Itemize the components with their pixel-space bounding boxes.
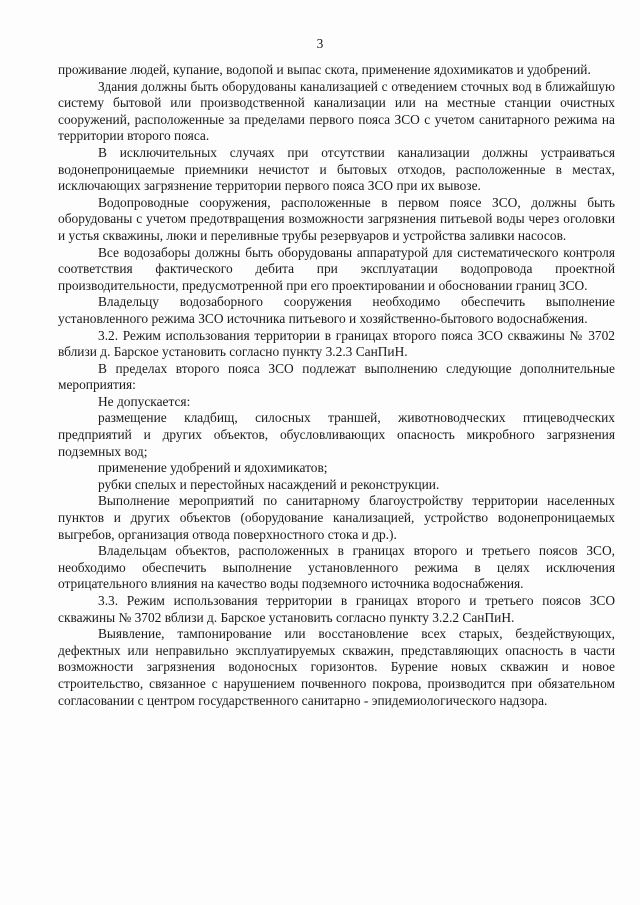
list-item-cemeteries: размещение кладбищ, силосных траншей, животноводческих птицеводческих предприятий и других объектов, обусловливающих опасность микробного загрязнения подземных вод; [58, 410, 615, 459]
page-number: 3 [316, 36, 324, 51]
paragraph-sanitary-improvement: Выполнение мероприятий по санитарному благоустройству территории населенных пунктов и других объектов (оборудование канализацией, устройство водонепроницаемых выгребов, организация отвода поверхностного стока и др.). [58, 493, 615, 542]
paragraph-water-intakes: Все водозаборы должны быть оборудованы аппаратурой для систематического контроля соответствия фактического дебита при эксплуатации водопровода проектной производительности, предусмотренной при его проектировании и обосновании границ ЗСО. [58, 244, 615, 293]
document-body [58, 62, 615, 709]
paragraph-owner-obligation: Владельцу водозаборного сооружения необходимо обеспечить выполнение установленного режима ЗСО источника питьевого и хозяйственно-бытового водоснабжения. [58, 294, 615, 326]
paragraph-section-3-2: 3.2. Режим использования территории в границах второго пояса ЗСО скважины № 3702 вблизи д. Барское установить согласно пункту 3.2.3 СанПиН. [58, 327, 615, 360]
paragraph-wells-identification: Выявление, тампонирование или восстановление всех старых, бездействующих, дефектных или неправильно эксплуатируемых скважин, представляющих опасность в части возможности загрязнения водоносных горизонтов. Бурение новых скважин и новое строительство, связанное с нарушением почвенного покрова, производится при обязательном согласовании с центром государственного санитарно - эпидемиологического надзора. [58, 626, 615, 708]
paragraph-exceptional-cases: В исключительных случаях при отсутствии канализации должны устраиваться водонепроницаемые приемники нечистот и бытовых отходов, расположенные в местах, исключающих загрязнение территории первого пояса ЗСО при их вывозе. [58, 144, 615, 194]
list-item-fertilizers: применение удобрений и ядохимикатов; [98, 460, 328, 476]
paragraph-not-allowed: Не допускается: [98, 393, 191, 409]
paragraph-additional-measures: В пределах второго пояса ЗСО подлежат выполнению следующие дополнительные мероприятия: [58, 360, 615, 393]
paragraph-object-owners: Владельцам объектов, расположенных в границах второго и третьего поясов ЗСО, необходимо обеспечить выполнение установленного режима в целях исключения отрицательного влияния на качество воды подземного источника водоснабжения. [58, 543, 615, 592]
paragraph-section-3-3: 3.3. Режим использования территории в границах второго и третьего поясов ЗСО скважины № 3702 вблизи д. Барское установить согласно пункту 3.2.2 СанПиН. [58, 593, 615, 625]
paragraph-water-structures: Водопроводные сооружения, расположенные в первом поясе ЗСО, должны быть оборудованы с учетом предотвращения возможности загрязнения питьевой воды через оголовки и устья скважины, люки и переливные трубы резервуаров и устройства заливки насосов. [58, 194, 615, 243]
paragraph-continuation: проживание людей, купание, водопой и выпас скота, применение ядохимикатов и удобрений. [58, 62, 591, 77]
paragraph-sewerage: Здания должны быть оборудованы канализацией с отведением сточных вод в ближайшую систему бытовой или производственной канализации или на местные станции очистных сооружений, расположенные за пределами первого пояса ЗСО с учетом санитарного режима на территории второго пояса. [58, 78, 615, 144]
list-item-logging: рубки спелых и перестойных насаждений и реконструкции. [98, 476, 440, 492]
